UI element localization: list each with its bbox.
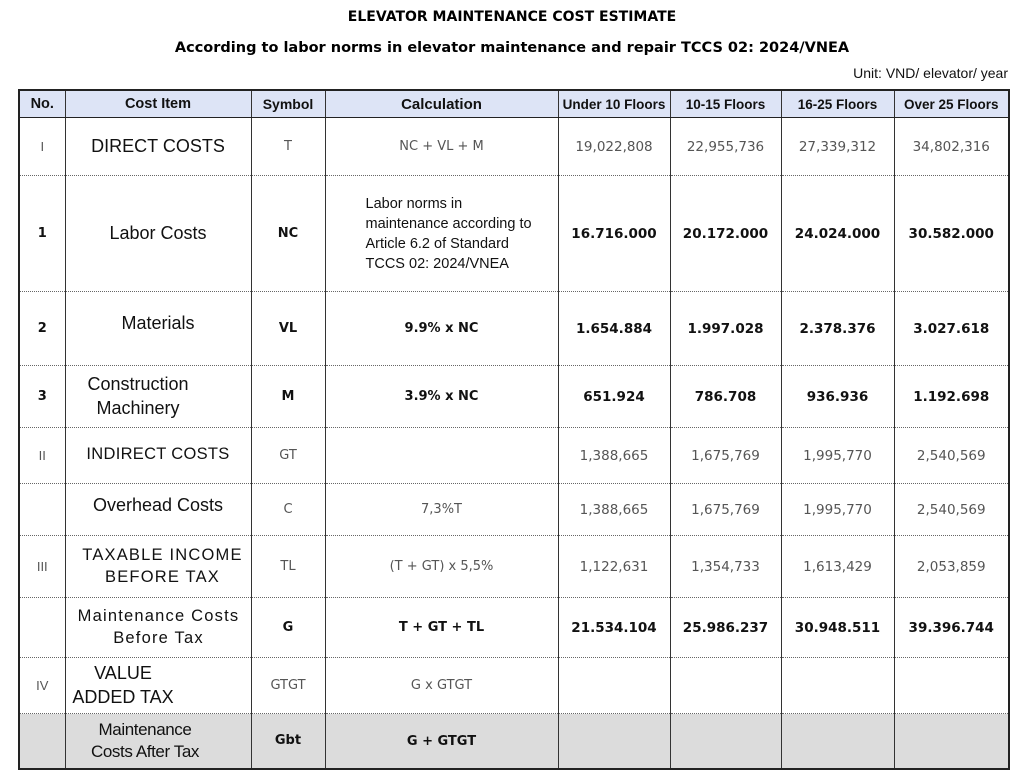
cost-item: Maintenance Costs Before Tax (65, 598, 251, 658)
symbol: G (251, 598, 325, 658)
value-10-15 (670, 714, 781, 769)
cost-item: Maintenance Costs After Tax (65, 714, 251, 769)
value-under-10: 1.654.884 (558, 292, 670, 366)
value-under-10: 1,388,665 (558, 428, 670, 484)
value-16-25 (781, 658, 894, 714)
header-cost-item: Cost Item (65, 90, 251, 118)
value-over-25: 2,540,569 (894, 484, 1009, 536)
cost-item: DIRECT COSTS (65, 118, 251, 176)
table-row (19, 176, 1009, 292)
value-over-25: 3.027.618 (894, 292, 1009, 366)
value-over-25 (894, 714, 1009, 769)
header-calculation: Calculation (325, 90, 558, 118)
value-over-25: 2,053,859 (894, 536, 1009, 598)
value-10-15: 20.172.000 (670, 176, 781, 292)
value-10-15: 1.997.028 (670, 292, 781, 366)
cost-item: Overhead Costs (65, 484, 251, 536)
header-no: No. (19, 90, 65, 118)
value-16-25: 1,613,429 (781, 536, 894, 598)
value-under-10: 19,022,808 (558, 118, 670, 176)
row-no: 3 (19, 366, 65, 428)
symbol: T (251, 118, 325, 176)
calculation: G + GTGT (325, 714, 558, 769)
value-10-15: 786.708 (670, 366, 781, 428)
value-16-25: 936.936 (781, 366, 894, 428)
table-header-row (19, 90, 1009, 118)
calculation: T + GT + TL (325, 598, 558, 658)
value-10-15: 22,955,736 (670, 118, 781, 176)
symbol: Gbt (251, 714, 325, 769)
value-over-25: 1.192.698 (894, 366, 1009, 428)
table-row (19, 292, 1009, 366)
value-under-10: 21.534.104 (558, 598, 670, 658)
cost-item: TAXABLE INCOME BEFORE TAX (65, 536, 251, 598)
calculation: NC + VL + M (325, 118, 558, 176)
table-row (19, 484, 1009, 536)
row-no (19, 714, 65, 769)
calculation: (T + GT) x 5,5% (325, 536, 558, 598)
value-under-10: 1,122,631 (558, 536, 670, 598)
table-row (19, 536, 1009, 598)
row-no (19, 598, 65, 658)
header-10-15-floors: 10-15 Floors (670, 90, 781, 118)
symbol: C (251, 484, 325, 536)
calculation: 3.9% x NC (325, 366, 558, 428)
value-10-15: 1,675,769 (670, 428, 781, 484)
calculation: G x GTGT (325, 658, 558, 714)
value-16-25: 1,995,770 (781, 428, 894, 484)
cost-estimate-table (18, 89, 1010, 770)
table-row (19, 598, 1009, 658)
value-over-25: 34,802,316 (894, 118, 1009, 176)
row-no: II (19, 428, 65, 484)
calculation (325, 428, 558, 484)
value-10-15: 1,675,769 (670, 484, 781, 536)
table-row (19, 428, 1009, 484)
table-row (19, 366, 1009, 428)
value-under-10: 16.716.000 (558, 176, 670, 292)
value-16-25: 2.378.376 (781, 292, 894, 366)
value-over-25: 2,540,569 (894, 428, 1009, 484)
cost-item: INDIRECT COSTS (65, 428, 251, 484)
row-no: I (19, 118, 65, 176)
symbol: NC (251, 176, 325, 292)
header-symbol: Symbol (251, 90, 325, 118)
value-16-25: 1,995,770 (781, 484, 894, 536)
symbol: TL (251, 536, 325, 598)
calculation: Labor norms in maintenance according to Article 6.2 of Standard TCCS 02: 2024/VNEA (325, 176, 558, 292)
symbol: GTGT (251, 658, 325, 714)
cost-item: VALUE ADDED TAX (65, 658, 251, 714)
document-subtitle: According to labor norms in elevator maintenance and repair TCCS 02: 2024/VNEA (174, 40, 850, 56)
symbol: GT (251, 428, 325, 484)
row-no: 1 (19, 176, 65, 292)
value-over-25: 30.582.000 (894, 176, 1009, 292)
document-title: ELEVATOR MAINTENANCE COST ESTIMATE (347, 9, 677, 25)
row-no (19, 484, 65, 536)
table-row (19, 714, 1009, 769)
value-10-15: 1,354,733 (670, 536, 781, 598)
value-16-25 (781, 714, 894, 769)
cost-item: Construction Machinery (65, 366, 251, 428)
value-over-25: 39.396.744 (894, 598, 1009, 658)
value-under-10: 651.924 (558, 366, 670, 428)
symbol: VL (251, 292, 325, 366)
value-over-25 (894, 658, 1009, 714)
value-16-25: 30.948.511 (781, 598, 894, 658)
calculation: 7,3%T (325, 484, 558, 536)
row-no: 2 (19, 292, 65, 366)
value-under-10 (558, 658, 670, 714)
row-no: IV (19, 658, 65, 714)
table-row (19, 658, 1009, 714)
value-under-10: 1,388,665 (558, 484, 670, 536)
row-no: III (19, 536, 65, 598)
cost-item: Labor Costs (65, 176, 251, 292)
value-under-10 (558, 714, 670, 769)
unit-note: Unit: VND/ elevator/ year (853, 65, 1008, 81)
value-10-15: 25.986.237 (670, 598, 781, 658)
cost-item: Materials (65, 292, 251, 366)
symbol: M (251, 366, 325, 428)
header-under-10-floors: Under 10 Floors (558, 90, 670, 118)
value-16-25: 27,339,312 (781, 118, 894, 176)
calculation: 9.9% x NC (325, 292, 558, 366)
table-row (19, 118, 1009, 176)
value-10-15 (670, 658, 781, 714)
value-16-25: 24.024.000 (781, 176, 894, 292)
header-16-25-floors: 16-25 Floors (781, 90, 894, 118)
header-over-25-floors: Over 25 Floors (894, 90, 1009, 118)
